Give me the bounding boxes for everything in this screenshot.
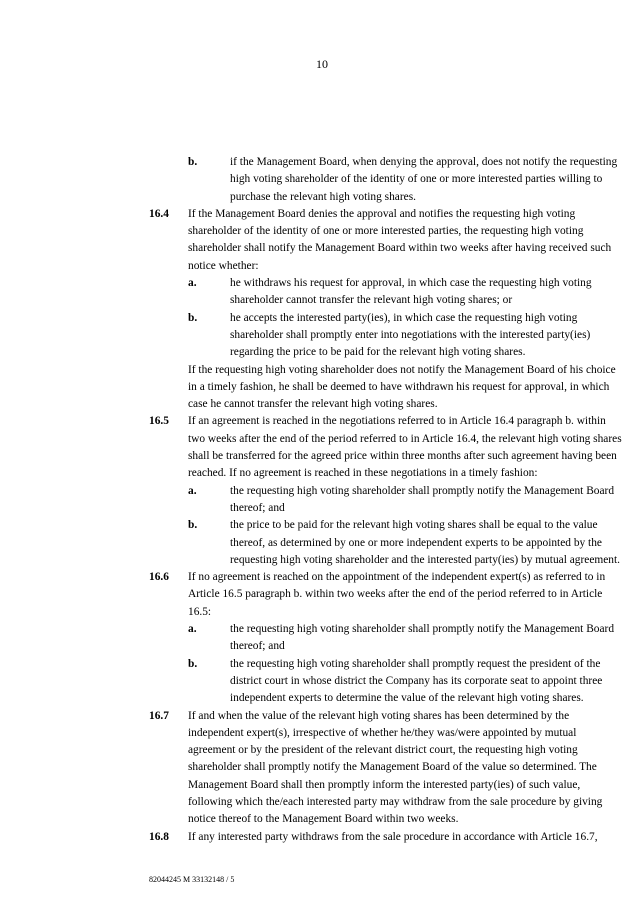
article-number: 16.7 <box>149 709 169 722</box>
paragraph: If the requesting high voting shareholder does not notify the Management Board of his choice in a timely fashion, he shall be deemed to have withdrawn his request for approval, in which case he cannot transfer the relevant high voting shares. <box>188 363 616 411</box>
article-text: If any interested party withdraws from the sale procedure in accordance with Article 16.7, <box>188 830 598 843</box>
item-text: the requesting high voting shareholder shall promptly notify the Management Board thereof; and <box>230 623 615 653</box>
article-number: 16.4 <box>149 207 169 220</box>
item-label: a. <box>188 623 197 636</box>
list-item <box>0 154 624 206</box>
article-16-8 <box>0 829 624 846</box>
list-item <box>0 310 624 362</box>
article-16-6 <box>0 569 624 621</box>
item-label: b. <box>188 657 198 670</box>
list-item <box>0 483 624 518</box>
article-number: 16.5 <box>149 415 169 428</box>
article-16-7 <box>0 708 624 829</box>
item-text: the price to be paid for the relevant high voting shares shall be equal to the value thereof, as determined by one or more independent experts to be appointed by the requesting high voting shareholder and the interested party(ies) by mutual agreement. <box>230 519 621 566</box>
item-text: he accepts the interested party(ies), in which case the requesting high voting shareholder shall promptly enter into negotiations with the interested party(ies) regarding the price to be paid for the relevant high voting shares. <box>230 311 591 359</box>
document-reference: 82044245 M 33132148 / 5 <box>149 875 235 884</box>
list-item <box>0 517 624 569</box>
article-text: If and when the value of the relevant high voting shares has been determined by the independent expert(s), irrespective of whether he/they was/were appointed by mutual agreement or by the president of the relevant district court, the requesting high voting shareholder shall promptly notify the Management Board of the value so determined. The Management Board shall then promptly inform the interested party(ies) of such value, following which the/each interested party may withdraw from the sale procedure by giving notice thereof to the Management Board within two weeks. <box>188 709 603 826</box>
article-number: 16.6 <box>149 571 169 584</box>
item-text: the requesting high voting shareholder shall promptly request the president of the district court in whose district the Company has its corporate seat to appoint three independent experts to determine the value of the relevant high voting shares. <box>230 657 603 705</box>
list-item <box>0 656 624 708</box>
list-item <box>0 275 624 310</box>
item-text: the requesting high voting shareholder shall promptly notify the Management Board thereof; and <box>230 484 615 514</box>
article-text: If the Management Board denies the approval and notifies the requesting high voting shareholder of the identity of one or more interested parties, the requesting high voting shareholder shall notify the Management Board within two weeks after having received such notice whether: <box>188 207 612 272</box>
list-item <box>0 621 624 656</box>
document-body <box>0 154 644 846</box>
article-text: If an agreement is reached in the negotiations referred to in Article 16.4 paragraph b. within two weeks after the end of the period referred to in Article 16.4, the relevant high voting shares shall be transferred for the agreed price within three months after such agreement having been reached. If no agreement is reached in these negotiations in a timely fashion: <box>188 415 622 480</box>
article-16-5 <box>0 413 624 482</box>
article-text: If no agreement is reached on the appointment of the independent expert(s) as referred to in Article 16.5 paragraph b. within two weeks after the end of the period referred to in Article 16.5: <box>188 571 606 618</box>
item-text: he withdraws his request for approval, in which case the requesting high voting shareholder cannot transfer the relevant high voting shares; or <box>230 277 592 307</box>
item-label: a. <box>188 484 197 497</box>
page-number: 10 <box>316 57 328 71</box>
item-label: a. <box>188 277 197 290</box>
article-number: 16.8 <box>149 830 169 843</box>
article-16-4 <box>0 206 624 275</box>
item-label: b. <box>188 311 198 324</box>
item-text: if the Management Board, when denying the approval, does not notify the requesting high voting shareholder of the identity of one or more interested parties willing to purchase the relevant high voting shares. <box>230 156 618 203</box>
item-label: b. <box>188 156 198 168</box>
item-label: b. <box>188 519 198 532</box>
